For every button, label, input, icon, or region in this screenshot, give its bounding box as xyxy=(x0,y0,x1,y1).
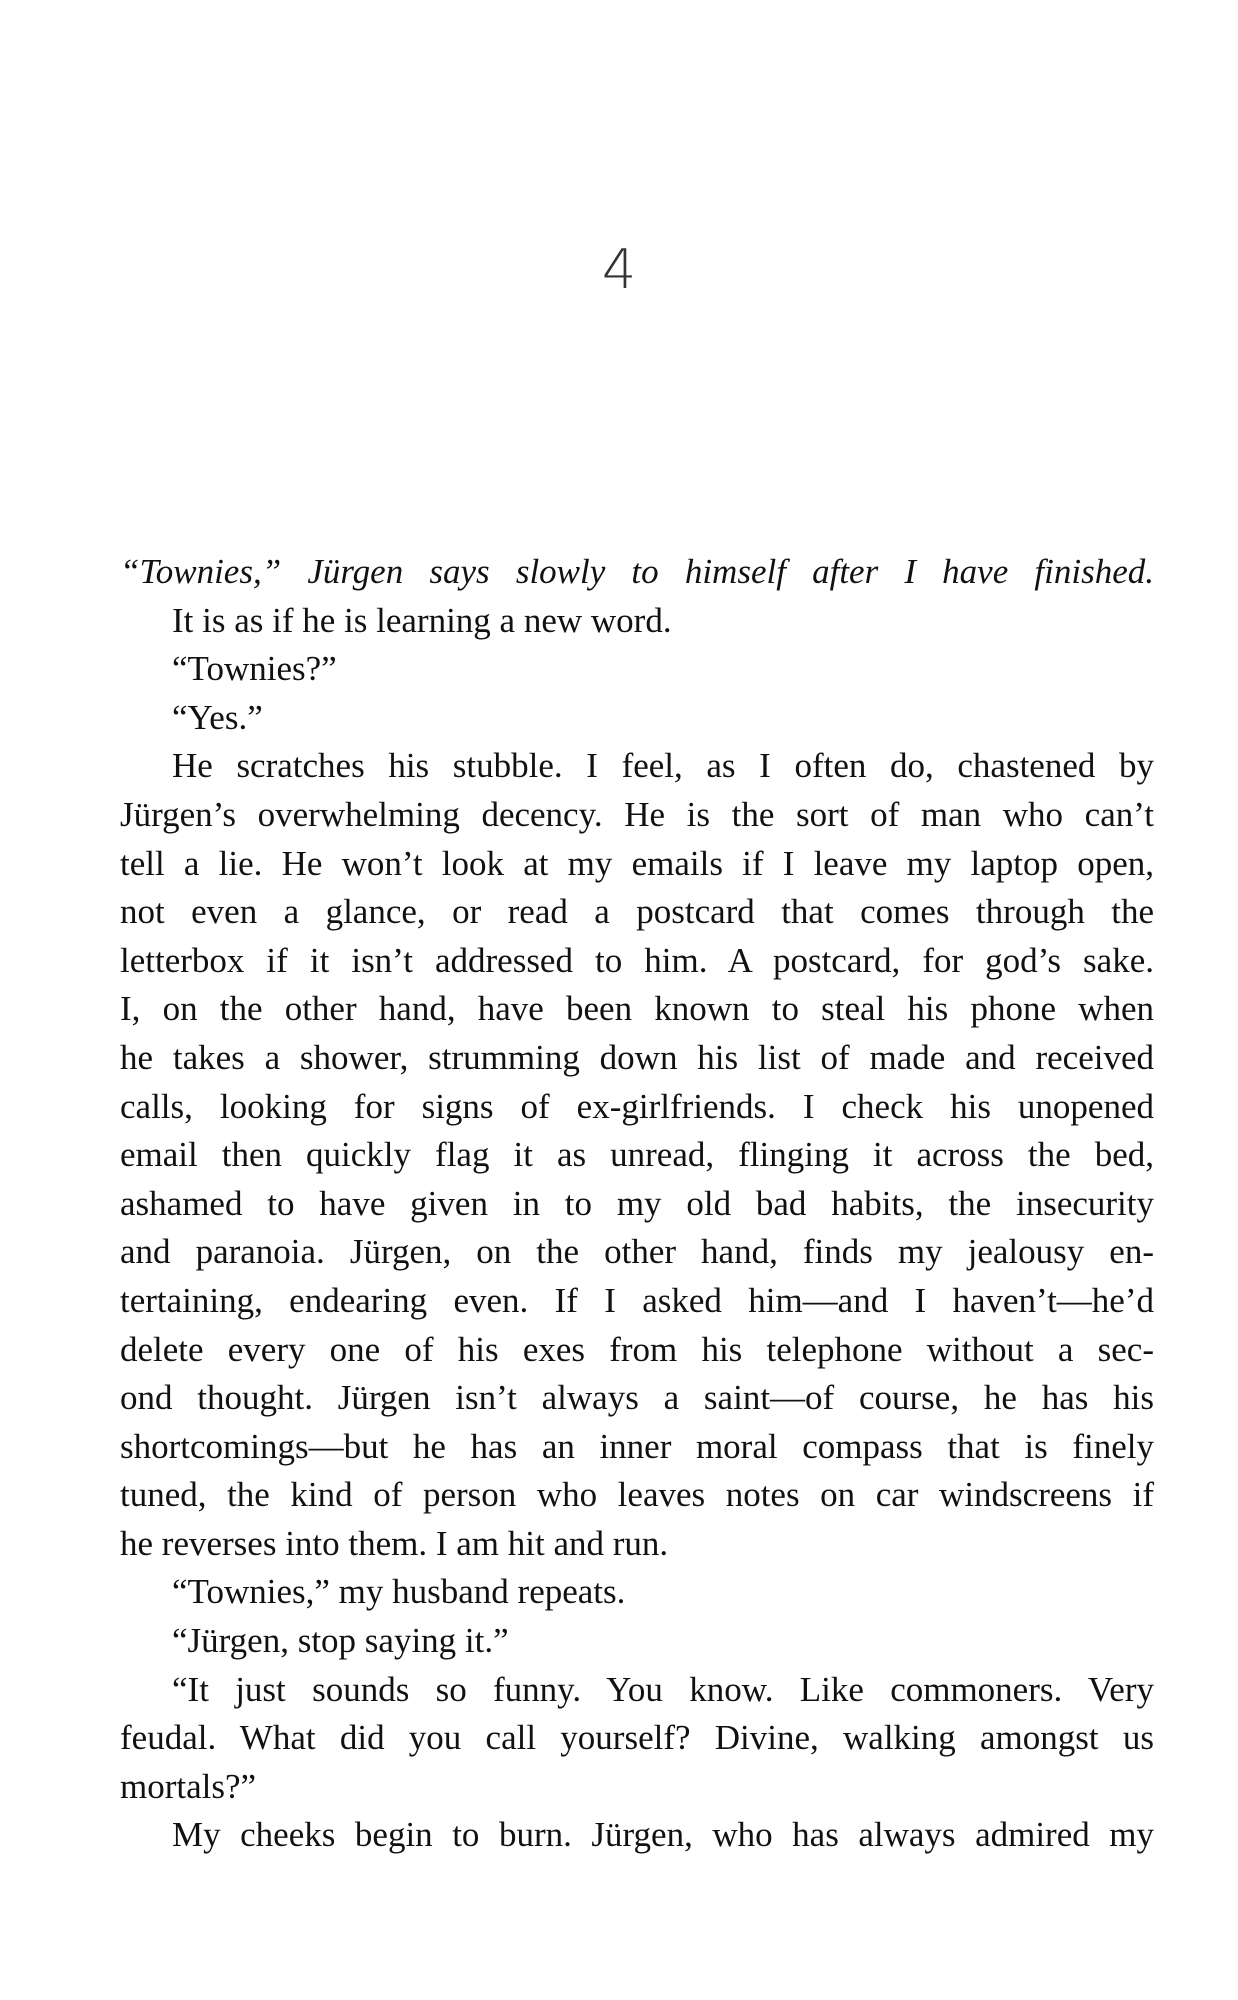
text-line: “Townies?” xyxy=(172,649,337,689)
text-line: and paranoia. Jürgen, on the other hand, finds my jealousy en- xyxy=(120,1232,1154,1272)
text-line: “Jürgen, stop saying it.” xyxy=(172,1621,509,1661)
text-line: My cheeks begin to burn. Jürgen, who has always admired my xyxy=(172,1815,1154,1855)
text-line: He scratches his stubble. I feel, as I often do, chastened by xyxy=(172,746,1154,786)
text-line: I, on the other hand, have been known to steal his phone when xyxy=(120,989,1154,1029)
text-line: “Townies,” my husband repeats. xyxy=(172,1572,626,1612)
text-line: he reverses into them. I am hit and run. xyxy=(120,1523,669,1563)
chapter-number: 4 xyxy=(601,238,637,301)
text-line: calls, looking for signs of ex-girlfriends. I check his unopened xyxy=(120,1086,1154,1126)
text-line: ond thought. Jürgen isn’t always a saint—of course, he has his xyxy=(120,1378,1154,1418)
text-line: tuned, the kind of person who leaves notes on car windscreens if xyxy=(120,1475,1154,1515)
text-line: not even a glance, or read a postcard that comes through the xyxy=(120,892,1154,932)
text-line: ashamed to have given in to my old bad habits, the insecurity xyxy=(120,1183,1154,1223)
text-line: “Townies,” Jürgen says slowly to himself after I have finished. xyxy=(120,552,1154,591)
text-line: mortals?” xyxy=(120,1766,257,1806)
text-line: delete every one of his exes from his telephone without a sec- xyxy=(120,1329,1154,1369)
text-line: he takes a shower, strumming down his list of made and received xyxy=(120,1037,1154,1077)
text-line: email then quickly flag it as unread, flinging it across the bed, xyxy=(120,1135,1154,1175)
body-text xyxy=(120,548,1154,1860)
text-line: tell a lie. He won’t look at my emails if I leave my laptop open, xyxy=(120,843,1154,883)
text-line: tertaining, endearing even. If I asked him—and I haven’t—he’d xyxy=(120,1280,1154,1320)
text-line: It is as if he is learning a new word. xyxy=(172,600,672,640)
text-line: “Yes.” xyxy=(172,697,263,737)
text-line: feudal. What did you call yourself? Divine, walking amongst us xyxy=(120,1718,1154,1758)
text-line: “It just sounds so funny. You know. Like commoners. Very xyxy=(172,1669,1154,1709)
text-line: shortcomings—but he has an inner moral compass that is finely xyxy=(120,1426,1154,1466)
text-line: Jürgen’s overwhelming decency. He is the sort of man who can’t xyxy=(120,794,1154,834)
text-line: letterbox if it isn’t addressed to him. A postcard, for god’s sake. xyxy=(120,940,1154,980)
